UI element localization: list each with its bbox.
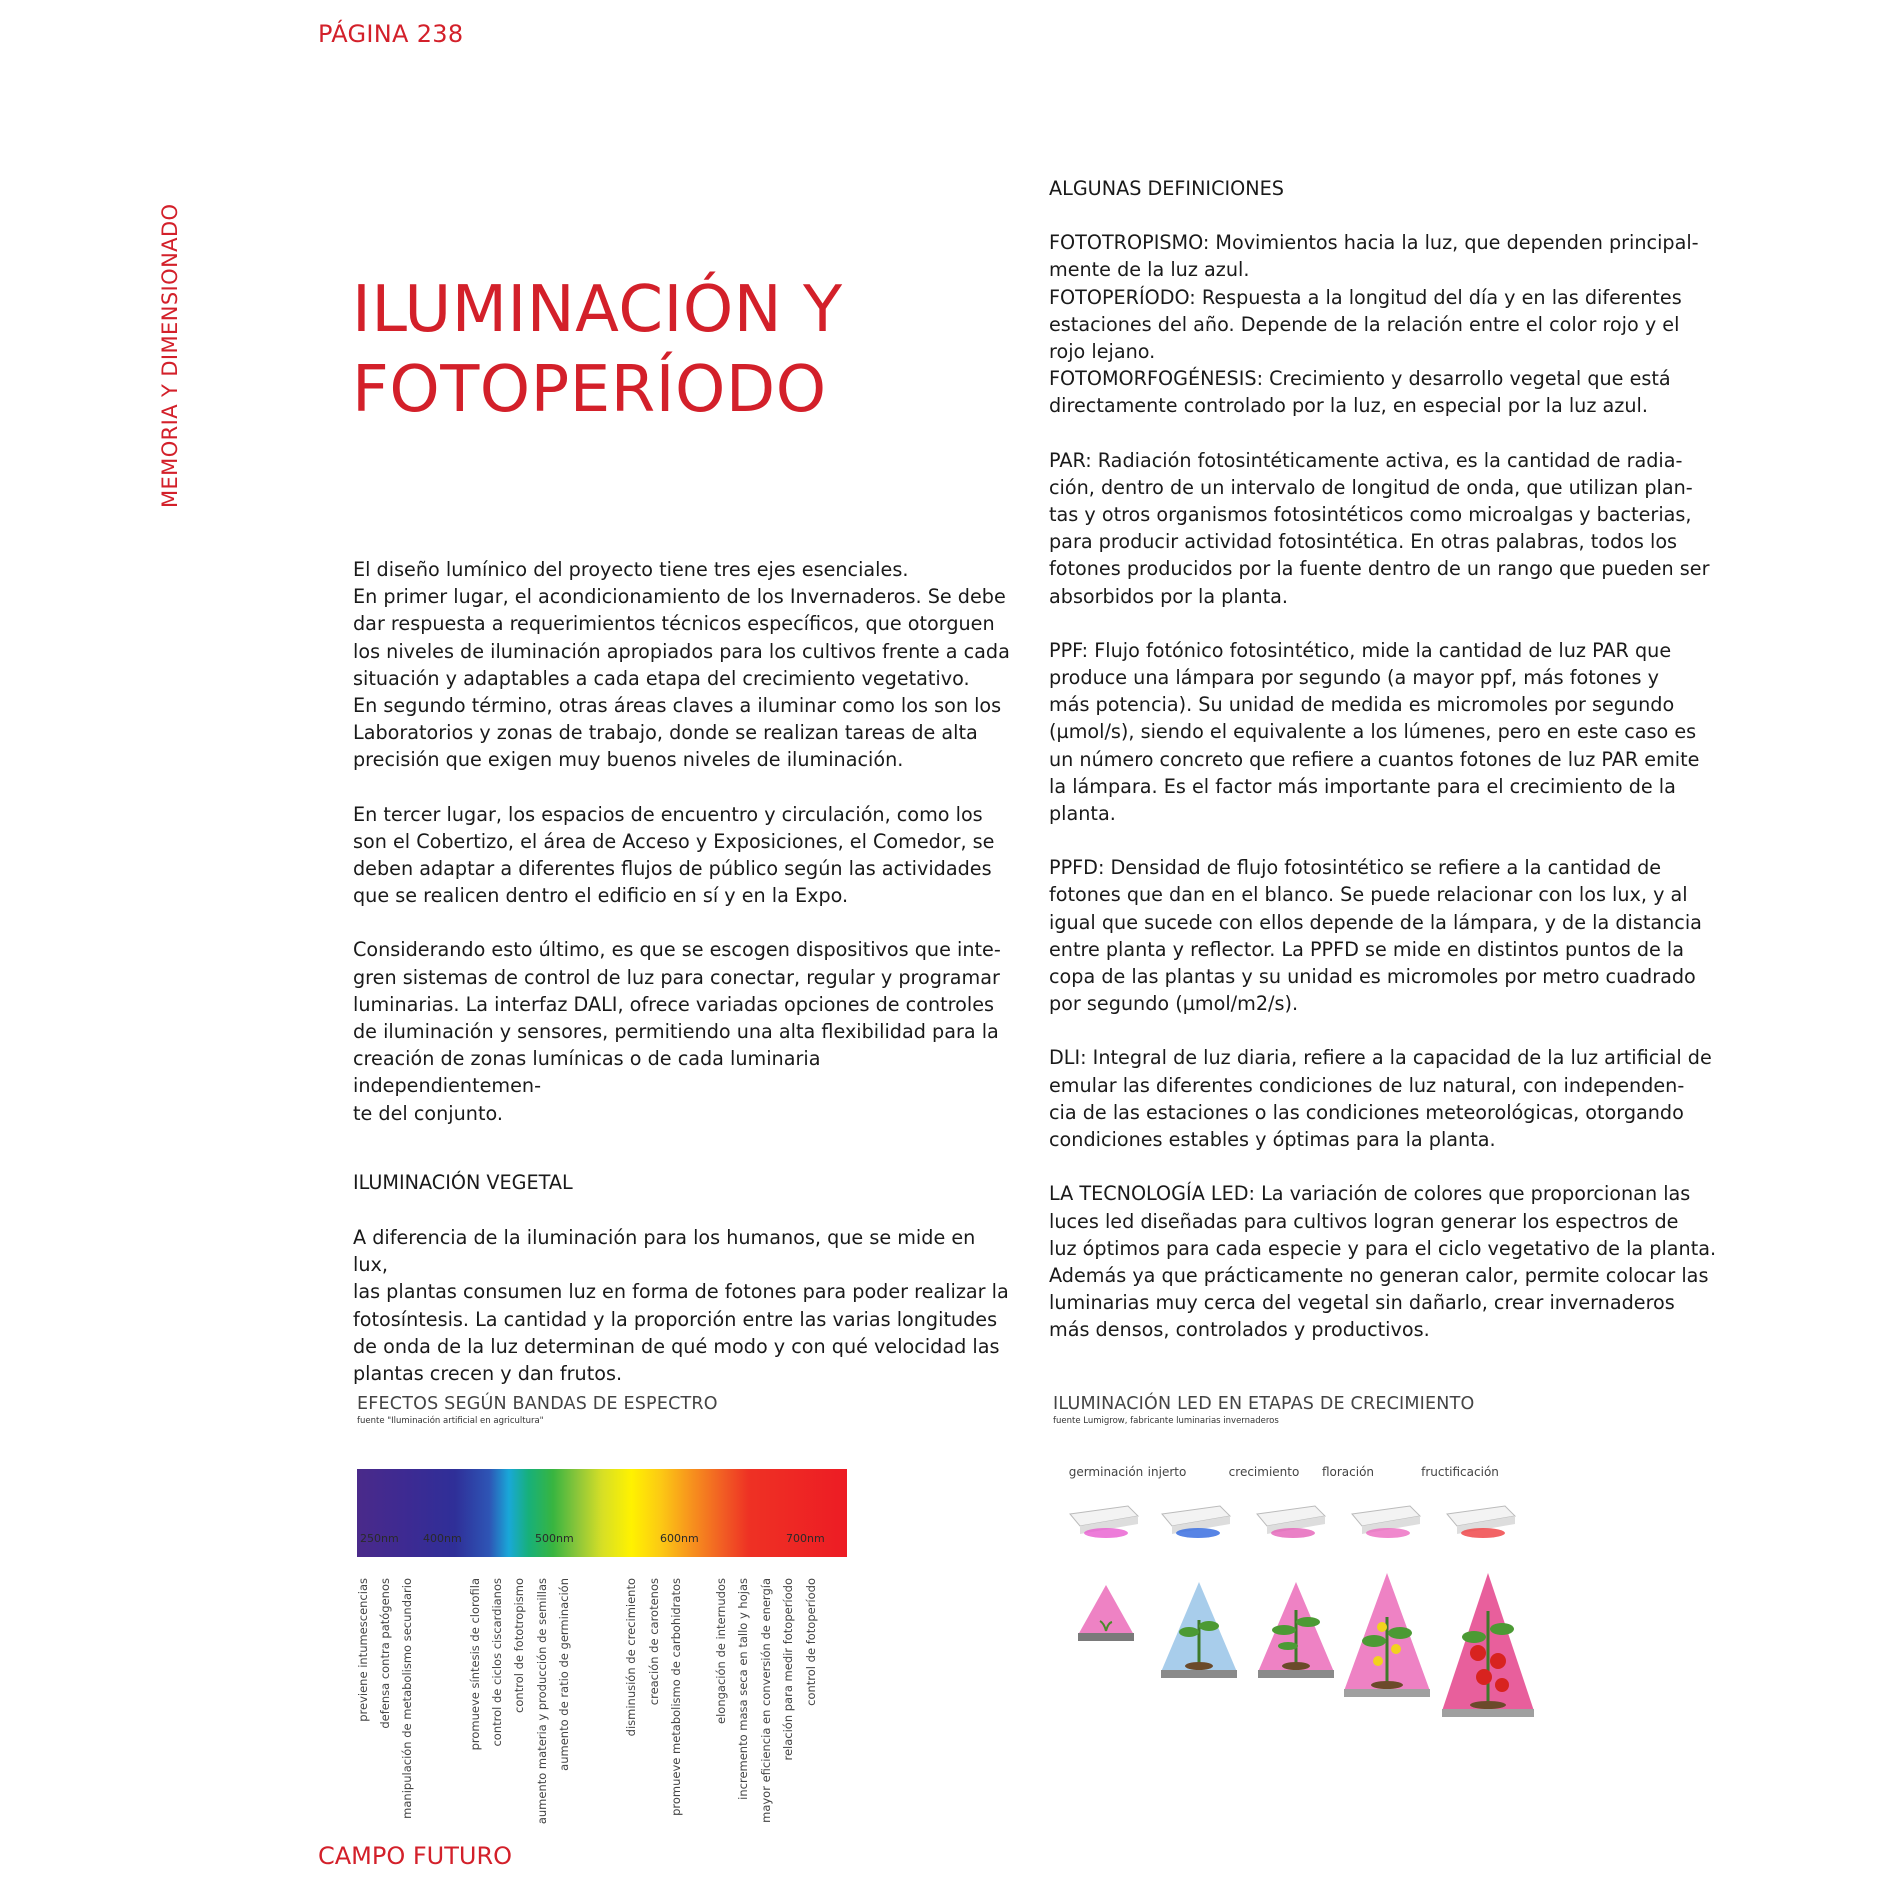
text-line: entre planta y reflector. La PPFD se mide en distintos puntos de la [1049, 937, 1685, 961]
germination-pyramid-icon [1076, 1583, 1136, 1643]
text-line: En segundo término, otras áreas claves a iluminar como los son los [353, 694, 1002, 718]
led-figure-title: ILUMINACIÓN LED EN ETAPAS DE CRECIMIENTO [1053, 1394, 1475, 1414]
page-title [352, 270, 843, 430]
right-column [1049, 175, 1719, 1344]
title-line-2: FOTOPERÍODO [352, 353, 827, 427]
text-line: de onda de la luz determinan de qué modo y con qué velocidad las [353, 1334, 1000, 1358]
text-line: gren sistemas de control de luz para conectar, regular y programar [353, 965, 1000, 989]
text-line: de iluminación y sensores, permitiendo una alta flexibilidad para la [353, 1020, 999, 1044]
stage-label-growth: crecimiento [1228, 1465, 1300, 1479]
left-column [353, 556, 1013, 1387]
title-line-1: ILUMINACIÓN Y [352, 273, 843, 347]
text-line: estaciones del año. Depende de la relación entre el color rojo y el [1049, 312, 1680, 336]
effect-label: control de fototropismo [512, 1578, 526, 1713]
text-line: FOTOTROPISMO: Movimientos hacia la luz, que dependen principal- [1049, 231, 1699, 255]
text-line: ción, dentro de un intervalo de longitud de onda, que utilizan plan- [1049, 475, 1693, 499]
text-line: A diferencia de la iluminación para los humanos, que se mide en lux, [353, 1226, 976, 1277]
led-figure-source: fuente Lumigrow, fabricante luminarias invernaderos [1053, 1416, 1279, 1426]
fruiting-pyramid-icon [1438, 1571, 1538, 1721]
ppf-definition [1049, 637, 1719, 827]
stage-label-fruiting: fructificación [1421, 1465, 1499, 1479]
vegetal-paragraph [353, 1224, 1013, 1387]
stage-label-graft: injerto [1147, 1465, 1187, 1479]
wavelength-label: 400nm [423, 1532, 462, 1545]
spectrum-figure-title: EFECTOS SEGÚN BANDAS DE ESPECTRO [357, 1394, 718, 1414]
text-line: FOTOMORFOGÉNESIS: Crecimiento y desarrollo vegetal que está [1049, 367, 1671, 391]
text-line: PPFD: Densidad de flujo fotosintético se refiere a la cantidad de [1049, 856, 1662, 880]
text-line: En primer lugar, el acondicionamiento de los Invernaderos. Se debe [353, 585, 1006, 609]
effect-label: aumento de ratio de germinación [557, 1578, 571, 1771]
text-line: PPF: Flujo fotónico fotosintético, mide la cantidad de luz PAR que [1049, 638, 1672, 662]
graft-pyramid-icon [1159, 1580, 1239, 1680]
page-number: PÁGINA 238 [318, 20, 464, 48]
third-paragraph [353, 801, 1013, 910]
footer-project-name: CAMPO FUTURO [318, 1842, 513, 1870]
text-line: rojo lejano. [1049, 340, 1156, 364]
text-line: igual que sucede con ellos depende de la lámpara, y de la distancia [1049, 910, 1702, 934]
text-line: condiciones estables y óptimas para la planta. [1049, 1128, 1496, 1152]
text-line: luminarias muy cerca del vegetal sin dañarlo, crear invernaderos [1049, 1291, 1675, 1315]
effect-label: disminusión de crecimiento [624, 1578, 638, 1737]
text-line: creación de zonas lumínicas o de cada luminaria independientemen- [353, 1047, 821, 1098]
text-line: situación y adaptables a cada etapa del crecimiento vegetativo. [353, 666, 970, 690]
text-line: Además ya que prácticamente no generan calor, permite colocar las [1049, 1263, 1709, 1287]
intro-paragraph [353, 556, 1013, 774]
text-line: un número concreto que refiere a cuantos fotones de luz PAR emite [1049, 747, 1700, 771]
text-line: (µmol/s), siendo el equivalente a los lúmenes, pero en este caso es [1049, 720, 1697, 744]
dli-definition [1049, 1044, 1719, 1153]
section-side-label: MEMORIA Y DIMENSIONADO [158, 203, 182, 508]
effect-label: control de fotoperíodo [804, 1578, 818, 1706]
subheading-vegetal: ILUMINACIÓN VEGETAL [353, 1170, 573, 1194]
effect-label: control de ciclos ciscardianos [490, 1578, 504, 1747]
text-line: emular las diferentes condiciones de luz natural, con independen- [1049, 1073, 1685, 1097]
text-line: planta. [1049, 802, 1116, 826]
text-line: luz óptimos para cada especie y para el ciclo vegetativo de la planta. [1049, 1236, 1717, 1260]
growth-pyramid-icon [1256, 1580, 1336, 1680]
text-line: dar respuesta a requerimientos técnicos específicos, que otorguen [353, 612, 995, 636]
text-line: En tercer lugar, los espacios de encuentro y circulación, como los [353, 802, 983, 826]
effect-label: mayor eficiencia en conversión de energía [759, 1578, 773, 1823]
ppfd-definition [1049, 854, 1719, 1017]
definitions-heading: ALGUNAS DEFINICIONES [1049, 177, 1284, 200]
effect-label: promueve metabolismo de carbohidratos [669, 1578, 683, 1816]
considering-paragraph [353, 936, 1013, 1126]
led-lamp-icon [1443, 1500, 1517, 1540]
wavelength-label: 600nm [660, 1532, 699, 1545]
text-line: tas y otros organismos fotosintéticos como microalgas y bacterias, [1049, 503, 1692, 527]
text-line: absorbidos por la planta. [1049, 584, 1288, 608]
text-line: PAR: Radiación fotosintéticamente activa, es la cantidad de radia- [1049, 448, 1683, 472]
effect-label: creación de carotenos [647, 1578, 661, 1706]
text-line: Laboratorios y zonas de trabajo, donde se realizan tareas de alta [353, 721, 978, 745]
text-line: directamente controlado por la luz, en especial por la luz azul. [1049, 394, 1648, 418]
text-line: El diseño lumínico del proyecto tiene tres ejes esenciales. [353, 558, 909, 581]
text-line: luces led diseñadas para cultivos logran generar los espectros de [1049, 1209, 1679, 1233]
text-line: plantas crecen y dan frutos. [353, 1362, 623, 1386]
led-lamp-icon [1348, 1500, 1422, 1540]
text-line: más densos, controlados y productivos. [1049, 1318, 1430, 1342]
text-line: cia de las estaciones o las condiciones meteorológicas, otorgando [1049, 1100, 1684, 1124]
effect-label: defensa contra patógenos [378, 1578, 392, 1729]
effect-label: previene intumescencias [356, 1578, 370, 1722]
text-line: son el Cobertizo, el área de Acceso y Exposiciones, el Comedor, se [353, 829, 995, 853]
effect-label: manipulación de metabolismo secundario [400, 1578, 414, 1819]
text-line: produce una lámpara por segundo (a mayor ppf, más fotones y [1049, 666, 1659, 690]
stage-label-flowering: floración [1321, 1465, 1375, 1479]
text-line: Considerando esto último, es que se escogen dispositivos que inte- [353, 938, 1001, 962]
led-lamp-icon [1066, 1500, 1140, 1540]
text-line: los niveles de iluminación apropiados para los cultivos frente a cada [353, 639, 1010, 663]
text-line: copa de las plantas y su unidad es micromoles por metro cuadrado [1049, 965, 1696, 989]
text-line: más potencia). Su unidad de medida es micromoles por segundo [1049, 693, 1675, 717]
text-line: te del conjunto. [353, 1101, 503, 1125]
wavelength-label: 700nm [786, 1532, 825, 1545]
text-line: fotones que dan en el blanco. Se puede relacionar con los lux, y al [1049, 883, 1688, 907]
stage-label-germination: germinación [1068, 1465, 1144, 1479]
par-definition [1049, 447, 1719, 610]
text-line: por segundo (µmol/m2/s). [1049, 992, 1299, 1016]
definitions-block [1049, 229, 1719, 419]
wavelength-label: 500nm [535, 1532, 574, 1545]
text-line: deben adaptar a diferentes flujos de público según las actividades [353, 857, 992, 881]
effect-label: relación para medir fotoperíodo [781, 1578, 795, 1761]
text-line: para producir actividad fotosintética. En otras palabras, todos los [1049, 530, 1678, 554]
led-lamp-icon [1253, 1500, 1327, 1540]
text-line: FOTOPERÍODO: Respuesta a la longitud del día y en las diferentes [1049, 285, 1682, 309]
text-line: mente de la luz azul. [1049, 258, 1250, 282]
text-line: fotones producidos por la fuente dentro de un rango que pueden ser [1049, 557, 1710, 581]
effect-label: promueve síntesis de clorofila [468, 1578, 482, 1751]
led-lamp-icon [1158, 1500, 1232, 1540]
text-line: las plantas consumen luz en forma de fotones para poder realizar la [353, 1280, 1009, 1304]
flowering-pyramid-icon [1342, 1571, 1432, 1701]
text-line: precisión que exigen muy buenos niveles de iluminación. [353, 748, 904, 772]
wavelength-label: 250nm [360, 1532, 399, 1545]
text-line: que se realicen dentro el edificio en sí y en la Expo. [353, 884, 849, 908]
text-line: luminarias. La interfaz DALI, ofrece variadas opciones de controles [353, 992, 994, 1016]
led-definition [1049, 1180, 1719, 1343]
text-line: la lámpara. Es el factor más importante para el crecimiento de la [1049, 774, 1676, 798]
effect-label: aumento materia y producción de semillas [535, 1578, 549, 1825]
text-line: LA TECNOLOGÍA LED: La variación de colores que proporcionan las [1049, 1182, 1691, 1206]
text-line: fotosíntesis. La cantidad y la proporción entre las varias longitudes [353, 1307, 998, 1331]
effect-label: elongación de internudos [714, 1578, 728, 1724]
text-line: DLI: Integral de luz diaria, refiere a la capacidad de la luz artificial de [1049, 1046, 1712, 1070]
spectrum-figure-source: fuente "Iluminación artificial en agricultura" [357, 1416, 544, 1426]
effect-label: incremento masa seca en tallo y hojas [736, 1578, 750, 1800]
